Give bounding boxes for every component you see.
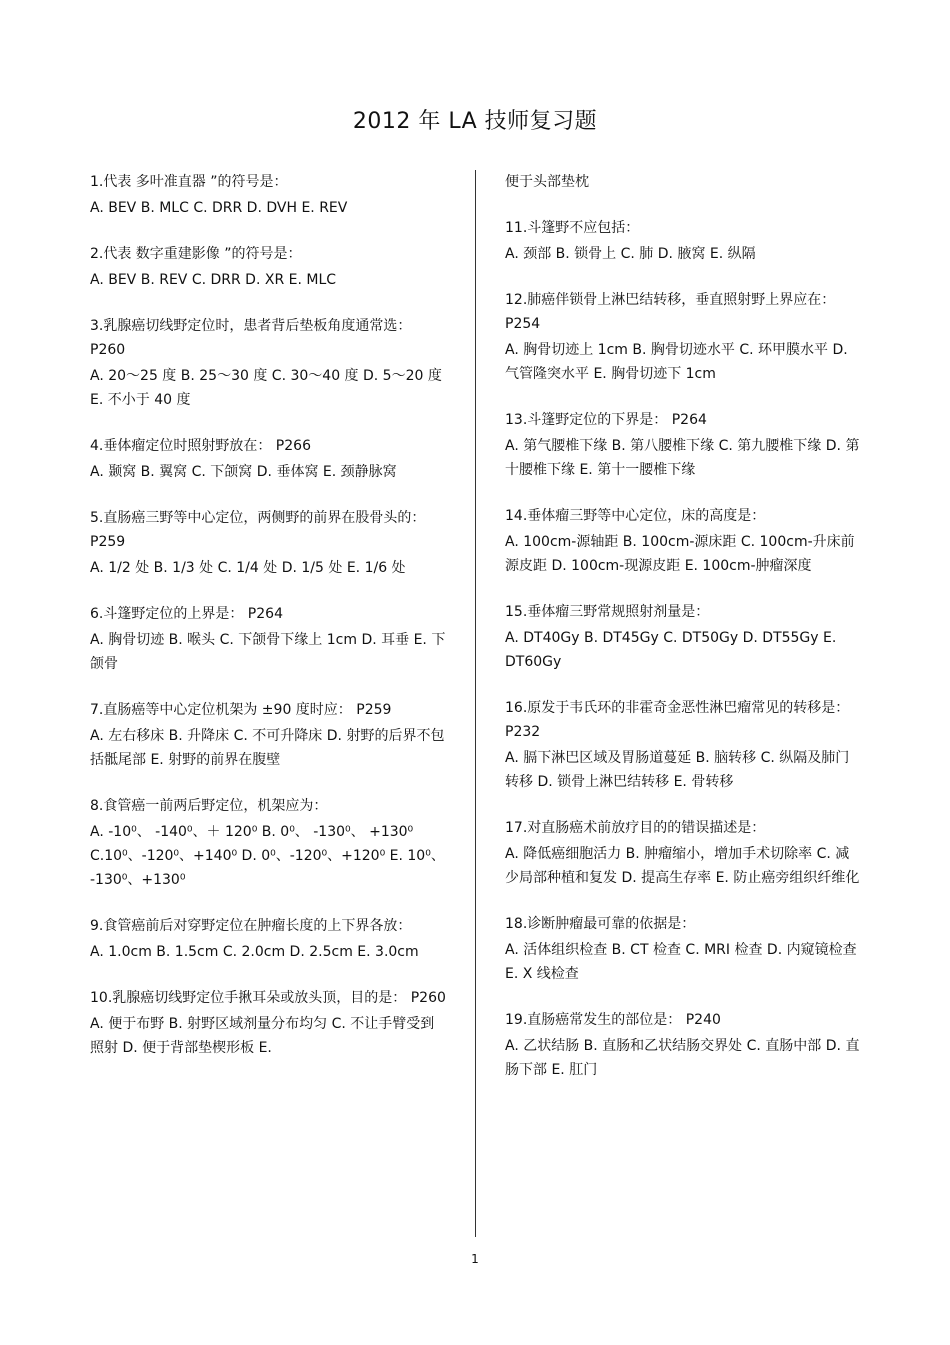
question-2: [90, 242, 446, 292]
column-divider: [475, 170, 476, 1237]
question-13: [505, 408, 863, 482]
question-4: [90, 434, 446, 484]
question-text: 15.垂体瘤三野常规照射剂量是：: [505, 604, 710, 620]
right-column: [505, 170, 863, 1104]
question-options: A. 20～25 度 B. 25～30 度 C. 30～40 度 D. 5～20 度 E. 不小于 40 度: [90, 368, 442, 408]
question-text: 19.直肠癌常发生的部位是： P240: [505, 1012, 721, 1028]
question-3: [90, 314, 446, 412]
question-text: 8.食管癌一前两后野定位，机架应为：: [90, 798, 328, 814]
question-options: A. DT40Gy B. DT45Gy C. DT50Gy D. DT55Gy E. DT60Gy: [505, 630, 837, 670]
question-9: [90, 914, 446, 964]
question-text: 10.乳腺癌切线野定位手揪耳朵或放头顶，目的是： P260: [90, 990, 446, 1006]
question-6: [90, 602, 446, 676]
question-10: [90, 986, 446, 1060]
question-12: [505, 288, 863, 386]
question-text: 14.垂体瘤三野等中心定位，床的高度是：: [505, 508, 766, 524]
question-options: A. 第气腰椎下缘 B. 第八腰椎下缘 C. 第九腰椎下缘 D. 第十腰椎下缘 E. 第十一腰椎下缘: [505, 438, 860, 478]
question-text: 18.诊断肿瘤最可靠的依据是：: [505, 916, 696, 932]
question-15: [505, 600, 863, 674]
question-18: [505, 912, 863, 986]
page-title: 2012 年 LA 技师复习题: [352, 109, 598, 134]
question-5: [90, 506, 446, 580]
question-text: 2.代表 数字重建影像 ”的符号是：: [90, 246, 302, 262]
question-text: 9.食管癌前后对穿野定位在肿瘤长度的上下界各放：: [90, 918, 412, 934]
question-text: 7.直肠癌等中心定位机架为 ±90 度时应： P259: [90, 702, 392, 718]
question-options: A. BEV B. REV C. DRR D. XR E. MLC: [90, 272, 337, 288]
question-options: A. 1/2 处 B. 1/3 处 C. 1/4 处 D. 1/5 处 E. 1/6 处: [90, 560, 406, 576]
question-1: [90, 170, 446, 220]
question-16: [505, 696, 863, 794]
question-options: A. 膈下淋巴区域及胃肠道蔓延 B. 脑转移 C. 纵隔及肺门转移 D. 锁骨上淋巴结转移 E. 骨转移: [505, 750, 850, 790]
question-text: 6.斗篷野定位的上界是： P264: [90, 606, 283, 622]
question-options: A. BEV B. MLC C. DRR D. DVH E. REV: [90, 200, 348, 216]
question-text: 12.肺癌伴锁骨上淋巴结转移，垂直照射野上界应在： P254: [505, 292, 836, 332]
question-options: A. 1.0cm B. 1.5cm C. 2.0cm D. 2.5cm E. 3.0cm: [90, 944, 419, 960]
question-text: 11.斗篷野不应包括：: [505, 220, 640, 236]
question-options: A. 颈部 B. 锁骨上 C. 肺 D. 腋窝 E. 纵隔: [505, 246, 756, 262]
question-options: A. 乙状结肠 B. 直肠和乙状结肠交界处 C. 直肠中部 D. 直肠下部 E. 肛门: [505, 1038, 860, 1078]
question-options: A. 100cm-源轴距 B. 100cm-源床距 C. 100cm-升床前源皮距 D. 100cm-现源皮距 E. 100cm-肿瘤深度: [505, 534, 855, 574]
question-19: [505, 1008, 863, 1082]
question-text: 5.直肠癌三野等中心定位，两侧野的前界在股骨头的： P259: [90, 510, 426, 550]
question-options: A. 颞窝 B. 翼窝 C. 下颌窝 D. 垂体窝 E. 颈静脉窝: [90, 464, 397, 480]
question-10-continuation: 便于头部垫枕: [505, 174, 589, 190]
question-text: 3.乳腺癌切线野定位时，患者背后垫板角度通常选： P260: [90, 318, 412, 358]
question-text: 17.对直肠癌术前放疗目的的错误描述是：: [505, 820, 766, 836]
question-options: A. -10⁰、 -140⁰、＋ 120⁰ B. 0⁰、 -130⁰、 +130⁰ C.10⁰、-120⁰、+140⁰ D. 0⁰、-120⁰、+120⁰ E. 10⁰、 -130⁰、+130⁰: [90, 824, 445, 888]
question-7: [90, 698, 446, 772]
page-number: 1: [471, 1252, 479, 1266]
left-column: [90, 170, 446, 1082]
question-17: [505, 816, 863, 890]
question-options: A. 胸骨切迹上 1cm B. 胸骨切迹水平 C. 环甲膜水平 D. 气管隆突水平 E. 胸骨切迹下 1cm: [505, 342, 848, 382]
question-text: 16.原发于韦氏环的非霍奇金恶性淋巴瘤常见的转移是： P232: [505, 700, 850, 740]
question-options: A. 便于布野 B. 射野区域剂量分布均匀 C. 不让手臂受到照射 D. 便于背部垫楔形板 E.: [90, 1016, 435, 1056]
question-options: A. 左右移床 B. 升降床 C. 不可升降床 D. 射野的后界不包括骶尾部 E. 射野的前界在腹壁: [90, 728, 445, 768]
question-14: [505, 504, 863, 578]
question-8: [90, 794, 446, 892]
question-text: 1.代表 多叶准直器 ”的符号是：: [90, 174, 288, 190]
question-text: 4.垂体瘤定位时照射野放在： P266: [90, 438, 311, 454]
question-options: A. 活体组织检查 B. CT 检查 C. MRI 检查 D. 内窥镜检查 E. X 线检查: [505, 942, 857, 982]
question-options: A. 胸骨切迹 B. 喉头 C. 下颌骨下缘上 1cm D. 耳垂 E. 下颌骨: [90, 632, 446, 672]
question-text: 13.斗篷野定位的下界是： P264: [505, 412, 707, 428]
question-options: A. 降低癌细胞活力 B. 肿瘤缩小，增加手术切除率 C. 减少局部种植和复发 D. 提高生存率 E. 防止癌旁组织纤维化: [505, 846, 860, 886]
question-11: [505, 216, 863, 266]
